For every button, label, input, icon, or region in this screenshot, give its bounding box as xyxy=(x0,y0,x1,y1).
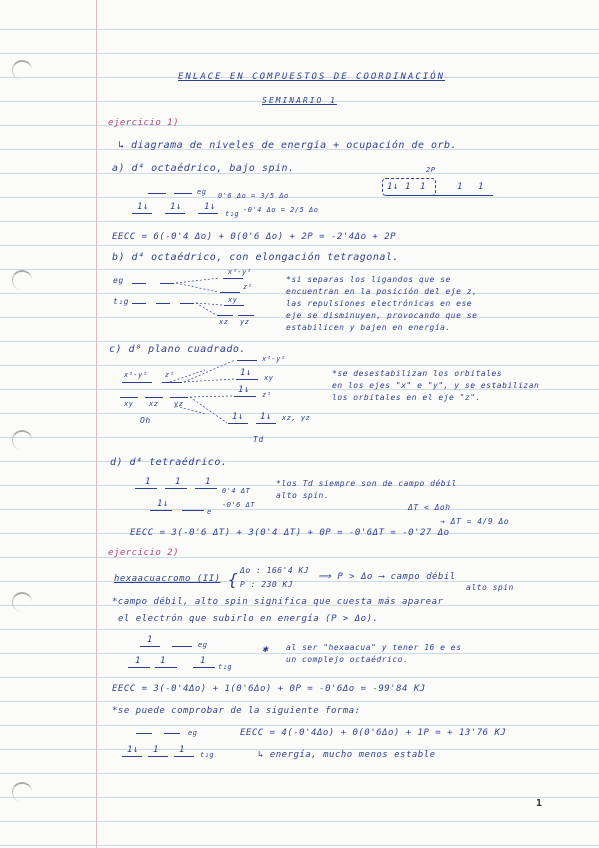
e-electron: 1↓ xyxy=(157,499,169,509)
eg-label: eg xyxy=(188,729,198,737)
electron: 1↓ xyxy=(240,368,252,378)
exercise-1-intro: ↳ diagrama de niveles de energía + ocupación de orb. xyxy=(118,140,458,151)
t2g-label: t₂g xyxy=(200,751,215,759)
pairing-value: P : 230 KJ xyxy=(240,580,294,589)
e-energy: -0'6 ΔT xyxy=(222,501,256,509)
pairing-energy-label: 2P xyxy=(426,166,436,174)
page-number: 1 xyxy=(536,798,543,809)
eecc-alt: EECC = 4(-0'4Δo) + 0(0'6Δo) + 1P = + 13'76 KJ xyxy=(240,728,507,738)
spin-state: alto spin xyxy=(466,583,514,592)
t2-electron: 1 xyxy=(175,477,181,487)
orbital-dxy: xy xyxy=(228,296,238,304)
part-a-title: a) d⁴ octaédrico, bajo spin. xyxy=(112,163,295,174)
eg-label: eg xyxy=(198,641,208,649)
complex-name: hexaacuacromo (II) xyxy=(114,574,221,584)
orbital-dxz: xz xyxy=(149,400,159,408)
note-b: *si separas los ligandos que se xyxy=(286,275,451,284)
brace: { xyxy=(228,570,239,589)
t2g-electron: 1 xyxy=(179,745,185,755)
e-label: e xyxy=(207,508,212,516)
part-b-title: b) d⁴ octaédrico, con elongación tetragonal. xyxy=(112,252,399,263)
exercise-2-heading: ejercicio 2) xyxy=(108,548,180,558)
exercise-1-heading: ejercicio 1) xyxy=(108,118,180,128)
orbital-dx2y2: x²-y² xyxy=(124,371,148,379)
t2g-electron: 1↓ xyxy=(170,202,182,212)
delta-relation-2: → ΔT = 4/9 Δo xyxy=(440,517,510,526)
explanation: el electrón que subirlo en energía (P > Δo). xyxy=(118,614,379,624)
note-d: *los Td siempre son de campo débil xyxy=(276,479,457,488)
note-b: las repulsiones electrónicas en ese xyxy=(286,299,473,308)
star-mark: ✱ xyxy=(262,644,269,655)
orbital-dyz: yz xyxy=(240,318,250,326)
comparison-result: ⟹ P > Δo ⟶ campo débil xyxy=(318,572,456,582)
orbital-dxy: xy xyxy=(124,400,134,408)
part-c-title: c) d⁸ plano cuadrado. xyxy=(109,344,246,355)
level-dz2: z² xyxy=(262,391,272,399)
explanation: *campo débil, alto spin significa que cuesta más aparear xyxy=(112,597,444,607)
eg-energy: 0'6 Δo = 3/5 Δo xyxy=(218,192,289,200)
t2g-electron: 1 xyxy=(135,656,141,666)
eecc-a: EECC = 6(-0'4 Δo) + 0(0'6 Δo) + 2P = -2'4Δo + 2P xyxy=(112,232,397,242)
t2-energy: 0'4 ΔT xyxy=(222,487,251,495)
note-c: los orbitales en el eje "z". xyxy=(332,393,481,402)
level-dxy: xy xyxy=(264,374,274,382)
eg-label: eg xyxy=(197,188,207,196)
delta-relation: ΔT < Δoh xyxy=(408,503,451,512)
note-b: encuentran en la posición del eje z, xyxy=(286,287,478,296)
t2g-electron: 1 xyxy=(200,656,206,666)
eg-label: eg xyxy=(113,276,124,285)
free-ion-electron: 1 xyxy=(457,182,463,192)
orbital-dx2y2: x²-y² xyxy=(228,268,252,276)
orbital-dz2: z² xyxy=(243,283,253,291)
oh-label: Oh xyxy=(140,416,151,425)
orbital-dz2: z² xyxy=(165,371,175,379)
free-ion-electron: 1 xyxy=(478,182,484,192)
check-note: *se puede comprobar de la siguiente forma: xyxy=(112,706,361,716)
orbital-dxz: xz xyxy=(219,318,229,326)
level-dx2y2: x²-y² xyxy=(262,355,286,363)
eecc-d: EECC = 3(-0'6 ΔT) + 3(0'4 ΔT) + 0P = -0'6ΔT = -0'27 Δo xyxy=(130,528,450,538)
free-ion-electron: 1 xyxy=(420,182,426,192)
note-d: alto spin. xyxy=(276,491,330,500)
side-note: al ser "hexaacua" y tener 16 e es xyxy=(286,643,462,652)
t2g-electron: 1↓ xyxy=(204,202,216,212)
note-b: eje se disminuyen, provocando que se xyxy=(286,311,478,320)
part-d-title: d) d⁴ tetraédrico. xyxy=(110,457,228,468)
side-note: un complejo octaédrico. xyxy=(286,655,409,664)
alt-note: ↳ energía, mucho menos estable xyxy=(258,750,436,760)
t2-electron: 1 xyxy=(205,477,211,487)
eg-electron: 1 xyxy=(147,635,153,645)
free-ion-electron: 1↓ xyxy=(387,182,399,192)
note-b: estabilicen y bajen en energía. xyxy=(286,323,451,332)
td-label: Td xyxy=(253,435,264,444)
page-title: ENLACE EN COMPUESTOS DE COORDINACIÓN xyxy=(178,72,446,82)
note-c: *se desestabilizan los orbitales xyxy=(332,369,503,378)
t2g-electron: 1 xyxy=(153,745,159,755)
t2g-electron: 1↓ xyxy=(137,202,149,212)
t2g-label: t₂g xyxy=(225,210,240,218)
free-ion-electron: 1 xyxy=(405,182,411,192)
t2g-label: t₂g xyxy=(218,663,233,671)
delta-o-value: Δo : 166'4 KJ xyxy=(240,566,310,575)
t2g-label: t₂g xyxy=(113,297,129,306)
level-dxz-dyz: xz, yz xyxy=(282,414,311,422)
t2g-electron: 1 xyxy=(160,656,166,666)
eecc-ex2: EECC = 3(-0'4Δo) + 1(0'6Δo) + 0P = -0'6Δo = -99'84 KJ xyxy=(112,684,426,694)
orbital-dyz: yz xyxy=(174,400,184,408)
electron: 1↓ xyxy=(232,412,244,422)
t2-electron: 1 xyxy=(145,477,151,487)
electron: 1↓ xyxy=(260,412,272,422)
t2g-energy: -0'4 Δo = 2/5 Δo xyxy=(243,206,319,214)
t2g-electron: 1↓ xyxy=(127,745,139,755)
page-subtitle: SEMINARIO 1 xyxy=(262,96,337,105)
note-c: en los ejes "x" e "y", y se estabilizan xyxy=(332,381,540,390)
electron: 1↓ xyxy=(238,385,250,395)
